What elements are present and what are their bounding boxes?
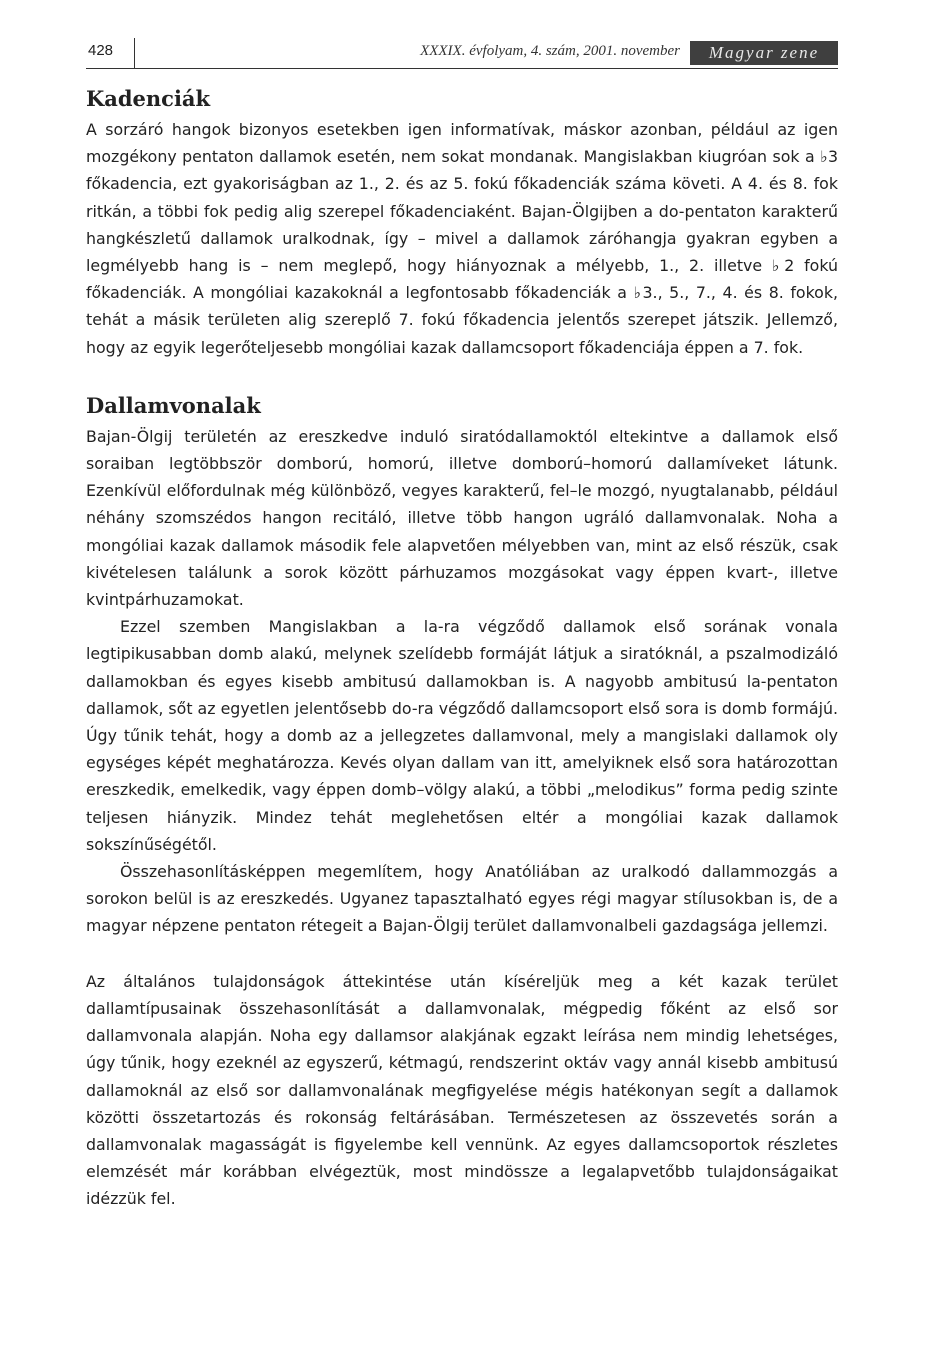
page-number: 428: [88, 42, 114, 59]
paragraph: Bajan-Ölgij területén az ereszkedve induló siratódallamoktól eltekintve a dallamok első soraiban legtöbbször domború, homorú, illetve domború–homorú dallamíveket látunk. Ezenkívül előfordulnak még különböző, vegyes karakterű, fel–le mozgó, nyugtalanabb, például néhány szomszédos hangon recitáló, illetve több hangon ugráló dallamvonalak. Noha a mongóliai kazak dallamok második fele alapvetően mélyebben van, mint az első részük, csak kivételesen találunk a sorok között párhuzamos mozgásokat vagy éppen kvart-, illetve kvintpárhuzamokat.: [86, 426, 838, 610]
section-heading-dallamvonalak: Dallamvonalak: [86, 392, 261, 418]
section-heading-kadenciak: Kadenciák: [86, 86, 211, 111]
paragraph: Az általános tulajdonságok áttekintése után kíséreljük meg a két kazak terület dallamtípusainak összehasonlítását a dallamvonalak, mégpedig főként az első sor dallamvonala alapján. Noha egy dallamsor alakjának egzakt leírása nem mindig lehetséges, úgy tűnik, hogy ezeknél az egyszerű, kétmagú, rendszerint oktáv vagy annál kisebb ambitusú dallamoknál az első sor dallamvonalának megfigyelése mégis hatékonyan segít a dallamok közötti összetartozás és rokonság feltárásában. Természetesen az összevetés során a dallamvonalak magasságát is figyelembe kell vennünk. Az egyes dallamcsoportok részletes elemzését már korábban elvégeztük, most mindössze a legalapvetőbb tulajdonságaikat idézzük fel.: [86, 971, 838, 1209]
article-body: [86, 82, 838, 1213]
paragraph: Összehasonlításképpen megemlítem, hogy Anatóliában az uralkodó dallammozgás a sorokon belül is az ereszkedés. Ugyanez tapasztalható egyes régi magyar stílusokban is, de a magyar népzene pentaton rétegeit a Bajan-Ölgij terület dallamvonalbeli gazdagsága jellemzi.: [86, 862, 838, 936]
header-divider: [134, 38, 135, 68]
journal-title: Magyar zene: [690, 41, 838, 65]
paragraph-spacer: [86, 940, 838, 968]
issue-info: XXXIX. évfolyam, 4. szám, 2001. november: [420, 43, 680, 59]
paragraph: A sorzáró hangok bizonyos esetekben igen informatívak, máskor azonban, például az igen mozgékony pentaton dallamok esetén, nem sokat mondanak. Mangislakban kiugróan sok a ♭3 főkadencia, ezt gyakoriságban az 1., 2. és az 5. fokú főkadenciák száma követi. A 4. és 8. fok ritkán, a többi fok pedig alig szerepel főkadenciaként. Bajan-Ölgijben a do-pentaton karakterű hangkészletű dallamok uralkodnak, így – mivel a dallamok záróhangja gyakran egyben a legmélyebb hang is – nem meglepő, hogy hiányoznak a mélyebb, 1., 2. illetve ♭2 fokú főkadenciák. A mongóliai kazakoknál a legfontosabb főkadenciák a ♭3., 5., 7., 4. és 8. fokok, tehát a másik területen alig szereplő 7. fokú főkadencia jelentős szerepet játszik. Jellemző, hogy az egyik legerőteljesebb mongóliai kazak dallamcsoport főkadenciája éppen a 7. fok.: [86, 120, 838, 357]
section-spacer: [86, 361, 838, 389]
running-header: [86, 38, 838, 69]
paragraph: Ezzel szemben Mangislakban a la-ra végződő dallamok első sorának vonala legtipikusabban domb alakú, melynek szelídebb formáját látjuk a siratóknál, a pszalmodizáló dallamokban és egyes kisebb ambitusú dallamokban is. A nagyobb ambitusú la-pentaton dallamok, sőt az egyetlen jelentősebb do-ra végződő dallamcsoport első sora is domb formájú. Úgy tűnik tehát, hogy a domb az a jellegzetes dallamvonal, mely a mangislaki dallamok oly egységes képét meghatározza. Kevés olyan dallam van itt, amelyiknek első sora határozottan ereszkedik, emelkedik, vagy éppen domb–völgy alakú, a többi „melodikus” forma pedig szinte teljesen hiányzik. Mindez tehát meglehetősen eltér a mongóliai kazak dallamok sokszínűségétől.: [86, 617, 838, 854]
